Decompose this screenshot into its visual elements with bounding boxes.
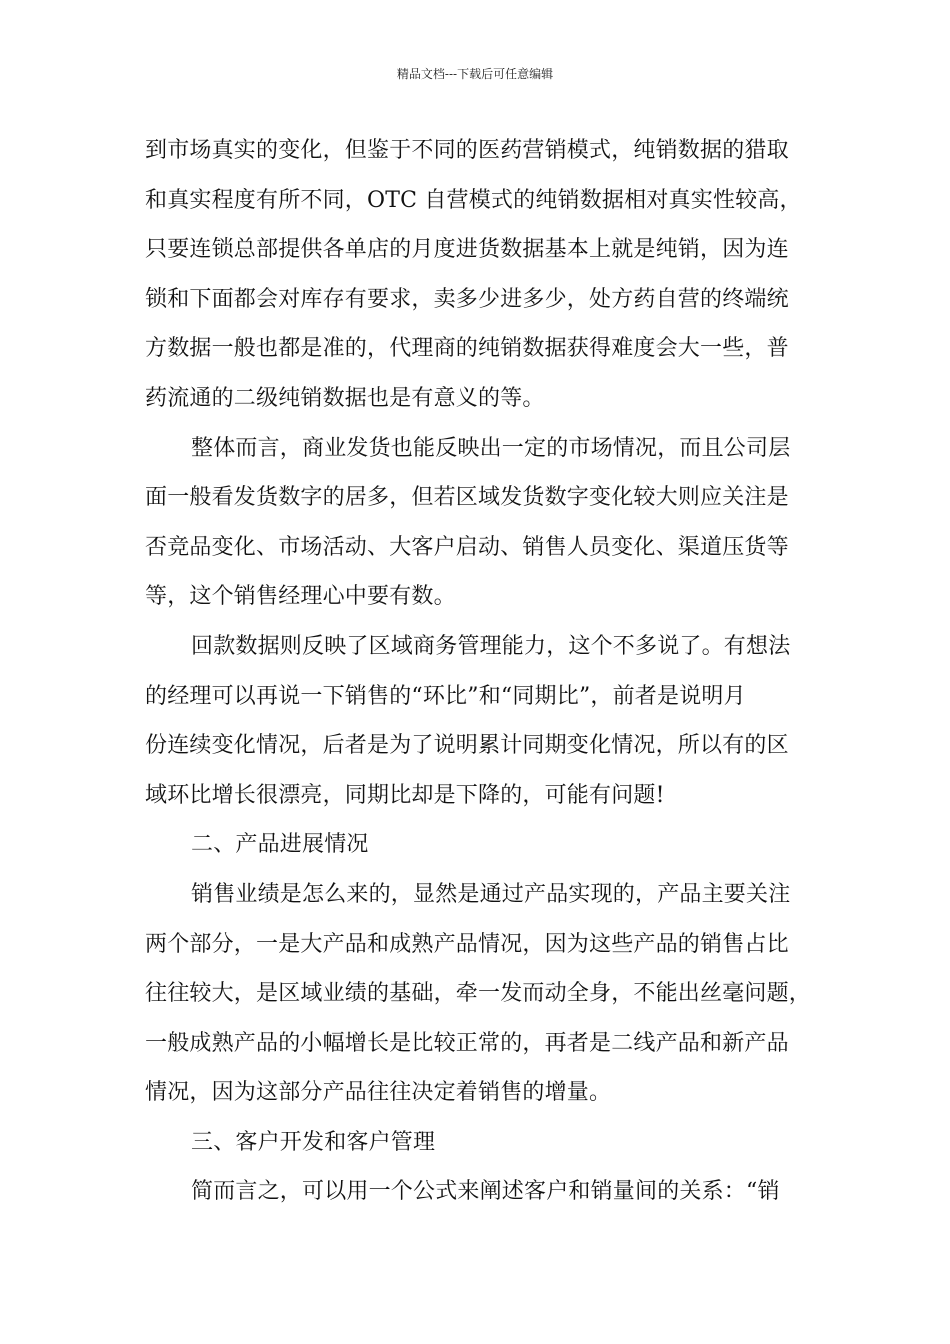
section-heading: 二、产品进展情况 [191, 832, 369, 858]
text-line: 和真实程度有所不同，OTC 自营模式的纯销数据相对真实性较高， [145, 187, 802, 213]
text-line: 锁和下面都会对库存有要求，卖多少进多少，处方药自营的终端统 [145, 286, 789, 312]
text-line: 份连续变化情况，后者是为了说明累计同期变化情况，所以有的区 [145, 733, 789, 759]
text-line: 到市场真实的变化，但鉴于不同的医药营销模式，纯销数据的猎取 [145, 138, 789, 163]
text-line: 只要连锁总部提供各单店的月度进货数据基本上就是纯销，因为连 [145, 237, 789, 263]
text-line: 情况，因为这部分产品往往决定着销售的增量。 [145, 1080, 612, 1106]
page-header: 精品文档---下载后可任意编辑 [396, 67, 554, 81]
text-line: 方数据一般也都是准的，代理商的纯销数据获得难度会大一些，普 [145, 336, 789, 362]
text-line: 一般成熟产品的小幅增长是比较正常的，再者是二线产品和新产品 [145, 1030, 789, 1056]
section-heading: 三、客户开发和客户管理 [191, 1129, 436, 1155]
text-line: 域环比增长很漂亮，同期比却是下降的，可能有问题! [145, 782, 665, 808]
paragraph-start-line: 整体而言，商业发货也能反映出一定的市场情况，而且公司层 [191, 435, 791, 461]
text-line: 的经理可以再说一下销售的“环比”和“同期比”，前者是说明月 [145, 683, 746, 709]
text-line: 否竞品变化、市场活动、大客户启动、销售人员变化、渠道压货等 [145, 534, 789, 560]
text-line: 等，这个销售经理心中要有数。 [145, 584, 456, 610]
paragraph-start-line: 回款数据则反映了区域商务管理能力，这个不多说了。有想法 [191, 633, 791, 659]
document-body [145, 126, 817, 1217]
paragraph-start-line: 简而言之，可以用一个公式来阐述客户和销量间的关系：“销 [191, 1179, 780, 1205]
text-line: 面一般看发货数字的居多，但若区域发货数字变化较大则应关注是 [145, 485, 789, 511]
text-line: 两个部分，一是大产品和成熟产品情况，因为这些产品的销售占比 [145, 931, 789, 957]
text-line: 往往较大，是区域业绩的基础，牵一发而动全身，不能出丝毫问题， [145, 981, 812, 1007]
text-line: 药流通的二级纯销数据也是有意义的等。 [145, 385, 545, 411]
paragraph-start-line: 销售业绩是怎么来的，显然是通过产品实现的，产品主要关注 [191, 881, 791, 907]
